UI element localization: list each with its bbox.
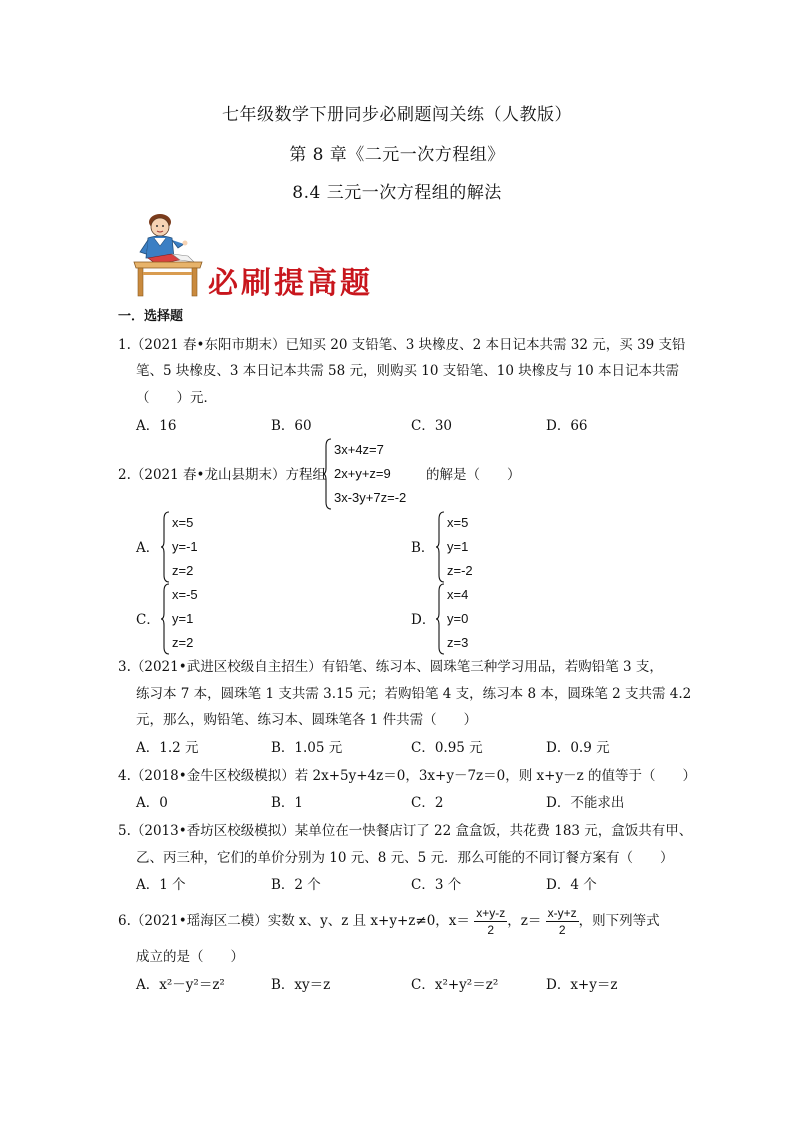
question-4-stem (118, 764, 696, 784)
option-c-eq-y: y=1 (172, 611, 194, 626)
option-d-eq-z: z=3 (447, 635, 469, 650)
question-4-option-a[interactable]: A．0 (136, 795, 168, 811)
question-3-option-a[interactable]: A．1.2 元 (136, 740, 199, 756)
question-5-option-d[interactable]: D．4 个 (546, 877, 597, 893)
question-2-system (322, 438, 432, 510)
document-title: 七年级数学下册同步必刷题闯关练（人教版） (222, 105, 572, 125)
left-brace-icon (322, 438, 332, 510)
option-a-eq-y: y=-1 (172, 539, 198, 554)
system-equation-1: 3x+4z=7 (334, 442, 384, 457)
question-3-option-c[interactable]: C．0.95 元 (411, 740, 483, 756)
question-6-line-2: 成立的是（ ） (136, 949, 244, 965)
fraction-z (546, 905, 579, 938)
question-3-line-1: 3.（2021•武进区校级自主招生）有铅笔、练习本、圆珠笔三种学习用品，若购铅笔 3 支， (118, 659, 663, 675)
question-1-option-b[interactable]: B．60 (271, 418, 312, 434)
question-2-option-a-label[interactable]: A． (136, 540, 160, 556)
section-heading: 8.4 三元一次方程组的解法 (292, 183, 502, 203)
option-a-eq-z: z=2 (172, 563, 194, 578)
question-6-prefix: 6.（2021•瑶海区二模）实数 x、y、z 且 x+y+z≠0，x＝ (118, 913, 470, 929)
question-5-line-2: 乙、丙三种，它们的单价分别为 10 元、8 元、5 元．那么可能的不同订餐方案有（ ） (136, 850, 674, 866)
option-d-eq-y: y=0 (447, 611, 469, 626)
system-equation-2: 2x+y+z=9 (334, 466, 391, 481)
student-at-desk-icon (128, 208, 208, 300)
question-2-prefix: 2.（2021 春•龙山县期末）方程组 (118, 467, 326, 483)
question-2-option-b-label[interactable]: B． (411, 540, 435, 556)
question-1-option-c[interactable]: C．30 (411, 418, 453, 434)
left-brace-icon (160, 583, 170, 655)
question-1-line-1: 1.（2021 春•东阳市期末）已知买 20 支铅笔、3 块橡皮、2 本日记本共需 32 元，买 39 支铅 (118, 337, 686, 353)
question-4-option-c[interactable]: C．2 (411, 795, 444, 811)
question-6-option-c[interactable]: C．x²+y²＝z² (411, 977, 499, 993)
chapter-title: 第 8 章《二元一次方程组》 (289, 145, 505, 165)
question-3-option-b[interactable]: B．1.05 元 (271, 740, 343, 756)
question-4-option-b[interactable]: B．1 (271, 795, 304, 811)
left-brace-icon (160, 511, 170, 583)
question-2-option-d-label[interactable]: D． (411, 612, 436, 628)
question-6-mid: ，z＝ (507, 913, 542, 929)
question-6-option-d[interactable]: D．x+y＝z (546, 977, 618, 993)
question-4-condition: 2x+5y+4z＝0，3x+y－7z＝0，则 x+y－z 的值等于（ ） (312, 768, 697, 784)
option-b-eq-z: z=-2 (447, 563, 473, 578)
question-2-option-c-label[interactable]: C． (136, 612, 160, 628)
question-1-line-2: 笔、5 块橡皮、3 本日记本共需 58 元，则购买 10 支铅笔、10 块橡皮与 10 本日记本共需 (136, 363, 680, 379)
left-brace-icon (435, 583, 445, 655)
question-5-option-b[interactable]: B．2 个 (271, 877, 321, 893)
question-5-option-a[interactable]: A．1 个 (136, 877, 186, 893)
question-6-option-b[interactable]: B．xy＝z (271, 977, 331, 993)
option-c-eq-x: x=-5 (172, 587, 198, 602)
fraction-x-numerator: x+y-z (476, 906, 506, 920)
option-b-eq-x: x=5 (447, 515, 469, 530)
question-5-line-1: 5.（2013•香坊区校级模拟）某单位在一快餐店订了 22 盒盒饭，共花费 183 元，盒饭共有甲、 (118, 823, 693, 839)
option-b-eq-y: y=1 (447, 539, 469, 554)
question-3-line-2: 练习本 7 本，圆珠笔 1 支共需 3.15 元；若购铅笔 4 支，练习本 8 本，圆珠笔 2 支共需 4.2 (136, 686, 692, 702)
question-1-option-a[interactable]: A．16 (136, 418, 177, 434)
question-6-tail: ，则下列等式 (578, 913, 660, 929)
question-4-prefix: 4.（2018•金牛区校级模拟）若 (118, 768, 313, 784)
question-1-option-d[interactable]: D．66 (546, 418, 588, 434)
option-a-eq-x: x=5 (172, 515, 194, 530)
question-5-option-c[interactable]: C．3 个 (411, 877, 462, 893)
question-2-option-b[interactable] (435, 511, 515, 583)
fraction-x-denominator: 2 (487, 923, 495, 937)
question-2-option-c[interactable] (160, 583, 240, 655)
question-2-option-a[interactable] (160, 511, 240, 583)
section-title: 一．选择题 (118, 309, 184, 324)
fraction-x (474, 905, 507, 938)
question-6-option-a[interactable]: A．x²－y²＝z² (136, 977, 225, 993)
system-equation-3: 3x-3y+7z=-2 (334, 490, 407, 505)
option-c-eq-z: z=2 (172, 635, 194, 650)
question-4-option-d[interactable]: D．不能求出 (546, 795, 625, 811)
question-1-line-3: （ ）元． (136, 390, 217, 406)
question-6-stem (118, 904, 660, 938)
option-d-eq-x: x=4 (447, 587, 469, 602)
question-2-suffix: 的解是（ ） (426, 467, 521, 483)
fraction-z-denominator: 2 (558, 923, 566, 937)
left-brace-icon (435, 511, 445, 583)
question-3-option-d[interactable]: D．0.9 元 (546, 740, 610, 756)
banner-title: 必刷提高题 (208, 266, 373, 301)
fraction-z-numerator: x-y+z (547, 906, 577, 920)
question-3-line-3: 元，那么，购铅笔、练习本、圆珠笔各 1 件共需（ ） (136, 712, 478, 728)
question-2-option-d[interactable] (435, 583, 515, 655)
